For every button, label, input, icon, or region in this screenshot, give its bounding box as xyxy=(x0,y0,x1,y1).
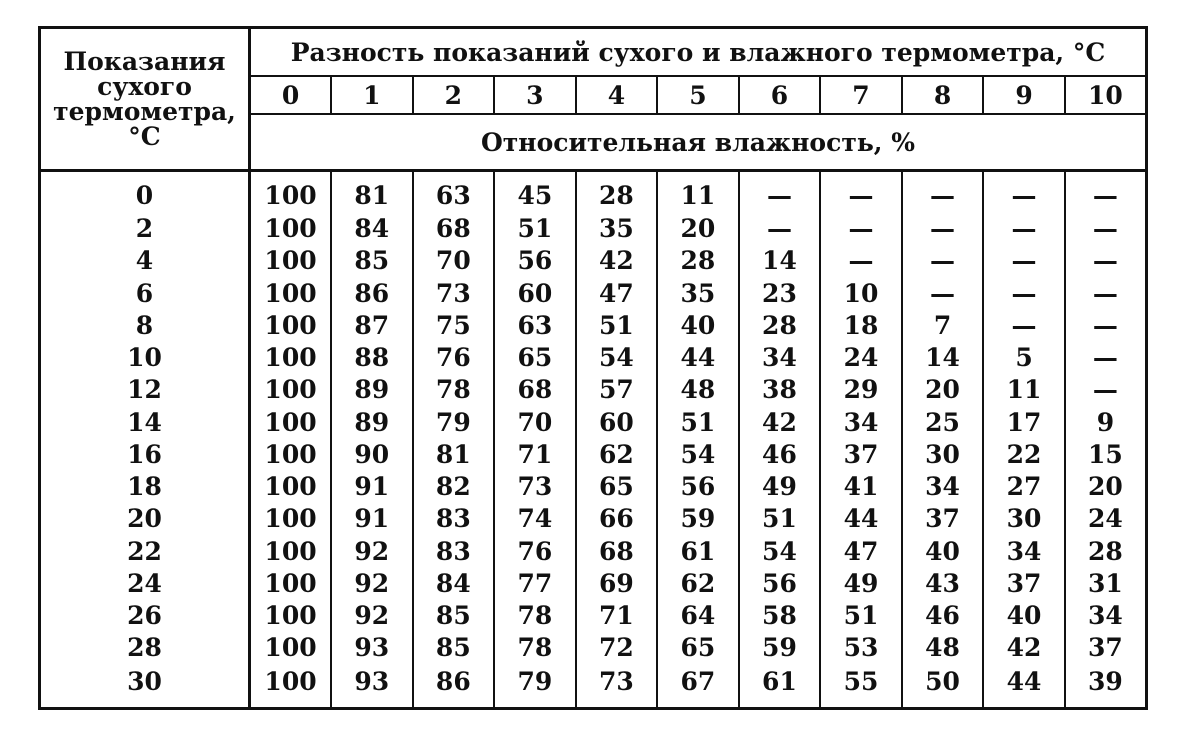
humidity-value-cell: 78 xyxy=(494,632,576,664)
humidity-value-cell: 86 xyxy=(413,664,495,709)
difference-header-cell: 0 xyxy=(250,76,332,114)
humidity-value-cell: 28 xyxy=(1088,536,1123,566)
humidity-value-cell: 35 xyxy=(657,277,739,309)
table-row xyxy=(40,406,1147,438)
humidity-value-cell: 100 xyxy=(250,503,332,535)
humidity-value-cell: 70 xyxy=(494,406,576,438)
difference-header-cell: 5 xyxy=(657,76,739,114)
humidity-value-cell: 91 xyxy=(331,470,413,502)
humidity-value-cell: 100 xyxy=(250,599,332,631)
humidity-value-cell: 42 xyxy=(576,245,658,277)
humidity-value-cell: 76 xyxy=(494,535,576,567)
stub-header-line: °C xyxy=(128,122,161,151)
difference-header-cell: 4 xyxy=(576,76,658,114)
humidity-value-cell: 10 xyxy=(820,277,902,309)
humidity-value-cell: 59 xyxy=(657,503,739,535)
humidity-value-cell: 62 xyxy=(576,438,658,470)
humidity-value-cell: — xyxy=(983,171,1065,213)
difference-header-cell: 10 xyxy=(1065,76,1147,114)
humidity-value-cell: 47 xyxy=(820,535,902,567)
humidity-value-cell: 38 xyxy=(739,374,821,406)
humidity-value-cell: 84 xyxy=(413,567,495,599)
humidity-value-cell: — xyxy=(1092,310,1118,340)
humidity-value-cell: 93 xyxy=(331,664,413,709)
dry-temperature-cell: 4 xyxy=(40,245,250,277)
humidity-value-cell: 34 xyxy=(739,341,821,373)
humidity-value-cell: 88 xyxy=(331,341,413,373)
humidity-value-cell: 92 xyxy=(331,599,413,631)
humidity-value-cell: 28 xyxy=(657,245,739,277)
humidity-value-cell: — xyxy=(902,245,984,277)
difference-header-cell: 9 xyxy=(983,76,1065,114)
humidity-value-cell: 100 xyxy=(250,664,332,709)
table-row xyxy=(40,341,1147,373)
dry-temperature-cell: 18 xyxy=(40,470,250,502)
humidity-value-cell: 100 xyxy=(250,245,332,277)
table-row xyxy=(40,535,1147,567)
humidity-value-cell: — xyxy=(820,245,902,277)
humidity-value-cell: 24 xyxy=(1088,504,1123,534)
humidity-value-cell: 70 xyxy=(413,245,495,277)
humidity-value-cell: 37 xyxy=(1088,633,1123,663)
humidity-value-cell: 41 xyxy=(820,470,902,502)
table-row xyxy=(40,470,1147,502)
humidity-value-cell: 100 xyxy=(250,406,332,438)
humidity-value-cell: 92 xyxy=(331,535,413,567)
humidity-value-cell: 34 xyxy=(1088,601,1123,631)
humidity-value-cell: 71 xyxy=(494,438,576,470)
humidity-value-cell: 73 xyxy=(494,470,576,502)
humidity-value-cell: 27 xyxy=(983,470,1065,502)
relative-humidity-header: Относительная влажность, % xyxy=(250,114,1147,171)
humidity-value-cell: 91 xyxy=(331,503,413,535)
humidity-value-cell: 87 xyxy=(331,309,413,341)
difference-header-cell: 1 xyxy=(331,76,413,114)
dry-temperature-cell: 6 xyxy=(40,277,250,309)
humidity-value-cell: 100 xyxy=(250,567,332,599)
dry-temperature-cell: 20 xyxy=(40,503,250,535)
humidity-value-cell: — xyxy=(1092,278,1118,308)
humidity-value-cell: 25 xyxy=(902,406,984,438)
humidity-value-cell: — xyxy=(1092,343,1118,373)
humidity-value-cell: 84 xyxy=(331,212,413,244)
humidity-value-cell: 40 xyxy=(983,599,1065,631)
dry-temperature-cell: 2 xyxy=(40,212,250,244)
dry-temperature-cell: 8 xyxy=(40,309,250,341)
humidity-value-cell: 45 xyxy=(494,171,576,213)
humidity-value-cell: 100 xyxy=(250,470,332,502)
humidity-value-cell: 24 xyxy=(820,341,902,373)
humidity-value-cell: 17 xyxy=(983,406,1065,438)
humidity-value-cell: 44 xyxy=(820,503,902,535)
humidity-value-cell: 73 xyxy=(413,277,495,309)
humidity-value-cell: — xyxy=(983,212,1065,244)
difference-header-cell: 8 xyxy=(902,76,984,114)
humidity-value-cell: 85 xyxy=(413,632,495,664)
humidity-value-cell: 78 xyxy=(413,374,495,406)
humidity-value-cell: 55 xyxy=(820,664,902,709)
humidity-value-cell: 78 xyxy=(494,599,576,631)
stub-header-line: сухого xyxy=(97,72,192,101)
humidity-value-cell: 42 xyxy=(983,632,1065,664)
difference-header-cell: 7 xyxy=(820,76,902,114)
humidity-value-cell: 81 xyxy=(413,438,495,470)
humidity-value-cell: 42 xyxy=(739,406,821,438)
humidity-value-cell: — xyxy=(739,212,821,244)
table-row xyxy=(40,599,1147,631)
humidity-value-cell: 49 xyxy=(739,470,821,502)
table-row xyxy=(40,374,1147,406)
humidity-value-cell: 7 xyxy=(902,309,984,341)
humidity-value-cell: 56 xyxy=(657,470,739,502)
humidity-value-cell: 69 xyxy=(576,567,658,599)
table-body xyxy=(40,171,1147,709)
humidity-value-cell: 83 xyxy=(413,503,495,535)
humidity-value-cell: 59 xyxy=(739,632,821,664)
humidity-value-cell: 22 xyxy=(983,438,1065,470)
humidity-value-cell: 68 xyxy=(494,374,576,406)
dry-temperature-cell: 0 xyxy=(40,171,250,213)
humidity-value-cell: — xyxy=(739,171,821,213)
humidity-value-cell: 85 xyxy=(413,599,495,631)
table-row xyxy=(40,567,1147,599)
humidity-value-cell: 28 xyxy=(739,309,821,341)
humidity-value-cell: 61 xyxy=(657,535,739,567)
humidity-value-cell: 100 xyxy=(250,374,332,406)
table-row xyxy=(40,438,1147,470)
humidity-value-cell: 100 xyxy=(250,438,332,470)
difference-header-cell: 3 xyxy=(494,76,576,114)
stub-header-line: термометра, xyxy=(53,97,236,126)
humidity-value-cell: 15 xyxy=(1088,439,1123,469)
humidity-value-cell: 100 xyxy=(250,632,332,664)
humidity-value-cell: — xyxy=(983,277,1065,309)
humidity-value-cell: 18 xyxy=(820,309,902,341)
humidity-value-cell: 30 xyxy=(902,438,984,470)
humidity-value-cell: 34 xyxy=(820,406,902,438)
humidity-value-cell: 85 xyxy=(331,245,413,277)
humidity-value-cell: 61 xyxy=(739,664,821,709)
humidity-value-cell: 100 xyxy=(250,341,332,373)
table-row xyxy=(40,309,1147,341)
humidity-value-cell: 43 xyxy=(902,567,984,599)
humidity-value-cell: 35 xyxy=(576,212,658,244)
humidity-value-cell: 71 xyxy=(576,599,658,631)
psychrometric-table-container xyxy=(38,26,1148,710)
humidity-value-cell: 75 xyxy=(413,309,495,341)
humidity-value-cell: 100 xyxy=(250,309,332,341)
humidity-value-cell: 63 xyxy=(494,309,576,341)
humidity-value-cell: — xyxy=(1092,375,1118,405)
humidity-value-cell: 44 xyxy=(983,664,1065,709)
humidity-value-cell: 60 xyxy=(494,277,576,309)
humidity-value-cell: 68 xyxy=(413,212,495,244)
humidity-value-cell: 58 xyxy=(739,599,821,631)
humidity-value-cell: 14 xyxy=(902,341,984,373)
humidity-value-cell: — xyxy=(1092,214,1118,244)
table-row xyxy=(40,503,1147,535)
humidity-value-cell: 37 xyxy=(983,567,1065,599)
humidity-value-cell: 28 xyxy=(576,171,658,213)
humidity-value-cell: 11 xyxy=(657,171,739,213)
humidity-value-cell: — xyxy=(1092,246,1118,276)
humidity-value-cell: 56 xyxy=(739,567,821,599)
humidity-value-cell: — xyxy=(902,212,984,244)
humidity-value-cell: 89 xyxy=(331,406,413,438)
difference-header: Разность показаний сухого и влажного термометра, °C xyxy=(250,28,1147,77)
humidity-value-cell: 37 xyxy=(820,438,902,470)
table-row xyxy=(40,245,1147,277)
humidity-value-cell: 30 xyxy=(983,503,1065,535)
humidity-value-cell: 90 xyxy=(331,438,413,470)
humidity-value-cell: 23 xyxy=(739,277,821,309)
humidity-value-cell: 39 xyxy=(1088,666,1123,696)
humidity-value-cell: 51 xyxy=(494,212,576,244)
humidity-value-cell: — xyxy=(983,245,1065,277)
humidity-value-cell: 20 xyxy=(1088,472,1123,502)
humidity-value-cell: 65 xyxy=(494,341,576,373)
humidity-value-cell: — xyxy=(820,212,902,244)
dry-temperature-cell: 28 xyxy=(40,632,250,664)
humidity-value-cell: 34 xyxy=(983,535,1065,567)
humidity-value-cell: 89 xyxy=(331,374,413,406)
humidity-value-cell: 100 xyxy=(250,277,332,309)
humidity-value-cell: 51 xyxy=(739,503,821,535)
humidity-value-cell: 48 xyxy=(902,632,984,664)
humidity-value-cell: 83 xyxy=(413,535,495,567)
humidity-value-cell: 9 xyxy=(1096,407,1115,437)
table-row xyxy=(40,277,1147,309)
humidity-value-cell: 72 xyxy=(576,632,658,664)
dry-temperature-cell: 24 xyxy=(40,567,250,599)
humidity-value-cell: 31 xyxy=(1088,568,1123,598)
humidity-value-cell: 20 xyxy=(902,374,984,406)
humidity-value-cell: 34 xyxy=(902,470,984,502)
dry-temperature-cell: 10 xyxy=(40,341,250,373)
humidity-value-cell: 40 xyxy=(657,309,739,341)
humidity-value-cell: — xyxy=(902,171,984,213)
dry-temperature-cell: 30 xyxy=(40,664,250,709)
humidity-value-cell: 93 xyxy=(331,632,413,664)
humidity-value-cell: 48 xyxy=(657,374,739,406)
humidity-value-cell: 68 xyxy=(576,535,658,567)
dry-temperature-cell: 12 xyxy=(40,374,250,406)
humidity-value-cell: 66 xyxy=(576,503,658,535)
humidity-value-cell: 79 xyxy=(494,664,576,709)
difference-header-cell: 2 xyxy=(413,76,495,114)
humidity-value-cell: 92 xyxy=(331,567,413,599)
humidity-value-cell: 100 xyxy=(250,212,332,244)
humidity-value-cell: 60 xyxy=(576,406,658,438)
stub-header xyxy=(40,28,250,171)
dry-temperature-cell: 14 xyxy=(40,406,250,438)
humidity-value-cell: 54 xyxy=(576,341,658,373)
humidity-value-cell: 44 xyxy=(657,341,739,373)
humidity-value-cell: 54 xyxy=(739,535,821,567)
humidity-value-cell: 11 xyxy=(983,374,1065,406)
humidity-value-cell: 51 xyxy=(576,309,658,341)
humidity-value-cell: 100 xyxy=(250,171,332,213)
humidity-value-cell: — xyxy=(902,277,984,309)
difference-header-cell: 6 xyxy=(739,76,821,114)
humidity-value-cell: 100 xyxy=(250,535,332,567)
humidity-value-cell: — xyxy=(1092,180,1118,210)
humidity-value-cell: 64 xyxy=(657,599,739,631)
humidity-value-cell: 86 xyxy=(331,277,413,309)
humidity-value-cell: 74 xyxy=(494,503,576,535)
humidity-value-cell: 29 xyxy=(820,374,902,406)
humidity-value-cell: 67 xyxy=(657,664,739,709)
humidity-value-cell: 5 xyxy=(983,341,1065,373)
table-row xyxy=(40,632,1147,664)
table-row xyxy=(40,171,1147,213)
dry-temperature-cell: 22 xyxy=(40,535,250,567)
humidity-value-cell: 65 xyxy=(576,470,658,502)
humidity-value-cell: 56 xyxy=(494,245,576,277)
humidity-value-cell: 76 xyxy=(413,341,495,373)
humidity-value-cell: 79 xyxy=(413,406,495,438)
humidity-value-cell: 37 xyxy=(902,503,984,535)
humidity-value-cell: 46 xyxy=(739,438,821,470)
humidity-value-cell: 77 xyxy=(494,567,576,599)
humidity-value-cell: — xyxy=(820,171,902,213)
humidity-value-cell: 51 xyxy=(820,599,902,631)
humidity-value-cell: 47 xyxy=(576,277,658,309)
humidity-value-cell: 53 xyxy=(820,632,902,664)
humidity-value-cell: 82 xyxy=(413,470,495,502)
humidity-value-cell: 81 xyxy=(331,171,413,213)
stub-header-line: Показания xyxy=(63,47,226,76)
humidity-value-cell: 20 xyxy=(657,212,739,244)
humidity-value-cell: 57 xyxy=(576,374,658,406)
dry-temperature-cell: 26 xyxy=(40,599,250,631)
humidity-value-cell: 49 xyxy=(820,567,902,599)
humidity-value-cell: 62 xyxy=(657,567,739,599)
dry-temperature-cell: 16 xyxy=(40,438,250,470)
table-row xyxy=(40,212,1147,244)
humidity-value-cell: 54 xyxy=(657,438,739,470)
humidity-value-cell: 63 xyxy=(413,171,495,213)
humidity-value-cell: 46 xyxy=(902,599,984,631)
humidity-value-cell: 65 xyxy=(657,632,739,664)
humidity-value-cell: 40 xyxy=(902,535,984,567)
humidity-value-cell: 50 xyxy=(902,664,984,709)
humidity-value-cell: — xyxy=(983,309,1065,341)
table-row xyxy=(40,664,1147,709)
humidity-value-cell: 51 xyxy=(657,406,739,438)
humidity-value-cell: 73 xyxy=(576,664,658,709)
humidity-value-cell: 14 xyxy=(739,245,821,277)
psychrometric-table xyxy=(38,26,1148,710)
